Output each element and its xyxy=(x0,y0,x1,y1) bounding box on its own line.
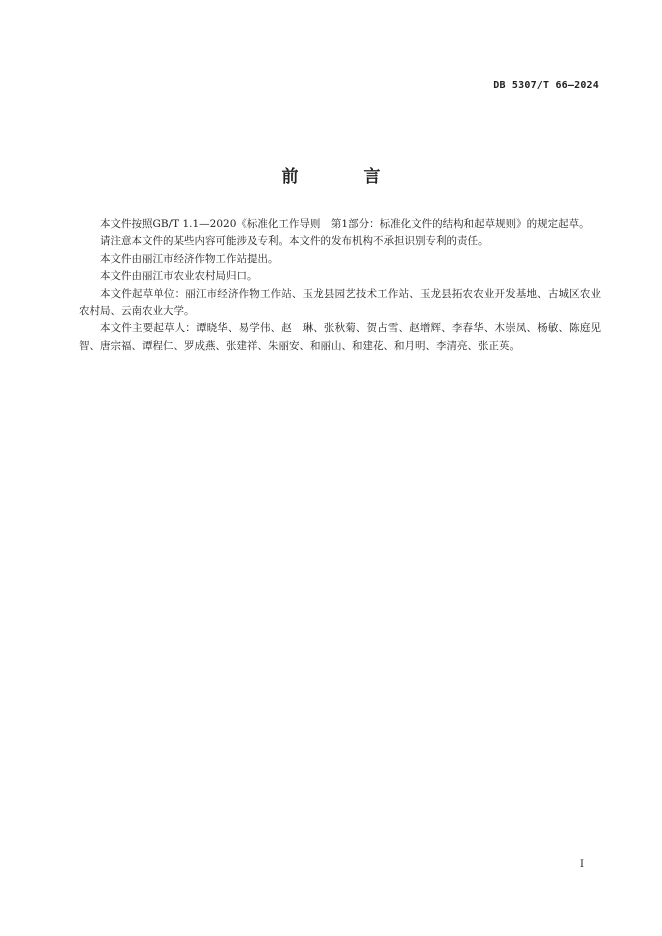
paragraph-patent-notice: 请注意本文件的某些内容可能涉及专利。本文件的发布机构不承担识别专利的责任。 xyxy=(100,235,489,248)
paragraph-administrator: 本文件由丽江市农业农村局归口。 xyxy=(100,270,258,283)
foreword-body xyxy=(79,216,601,355)
page-title: 前 言 xyxy=(281,167,405,187)
paragraph-drafters: 本文件主要起草人：谭晓华、易学伟、赵 琳、张秋菊、贺占雪、赵增辉、李春华、木崇凤、杨敏、陈庭见智、唐宗福、谭程仁、罗成燕、张建祥、朱丽安、和丽山、和建花、和月明、李清亮、张正英。 xyxy=(79,322,601,352)
paragraph-drafting-basis: 本文件按照GB/T 1.1—2020《标准化工作导则 第1部分：标准化文件的结构和起草规则》的规定起草。 xyxy=(100,218,590,230)
paragraph-proposer: 本文件由丽江市经济作物工作站提出。 xyxy=(100,252,279,265)
paragraph-drafting-units: 本文件起草单位：丽江市经济作物工作站、玉龙县园艺技术工作站、玉龙县拓农农业开发基地、古城区农业农村局、云南农业大学。 xyxy=(79,287,601,318)
document-code: DB 5307/T 66—2024 xyxy=(493,80,599,91)
page-number: I xyxy=(580,859,584,870)
